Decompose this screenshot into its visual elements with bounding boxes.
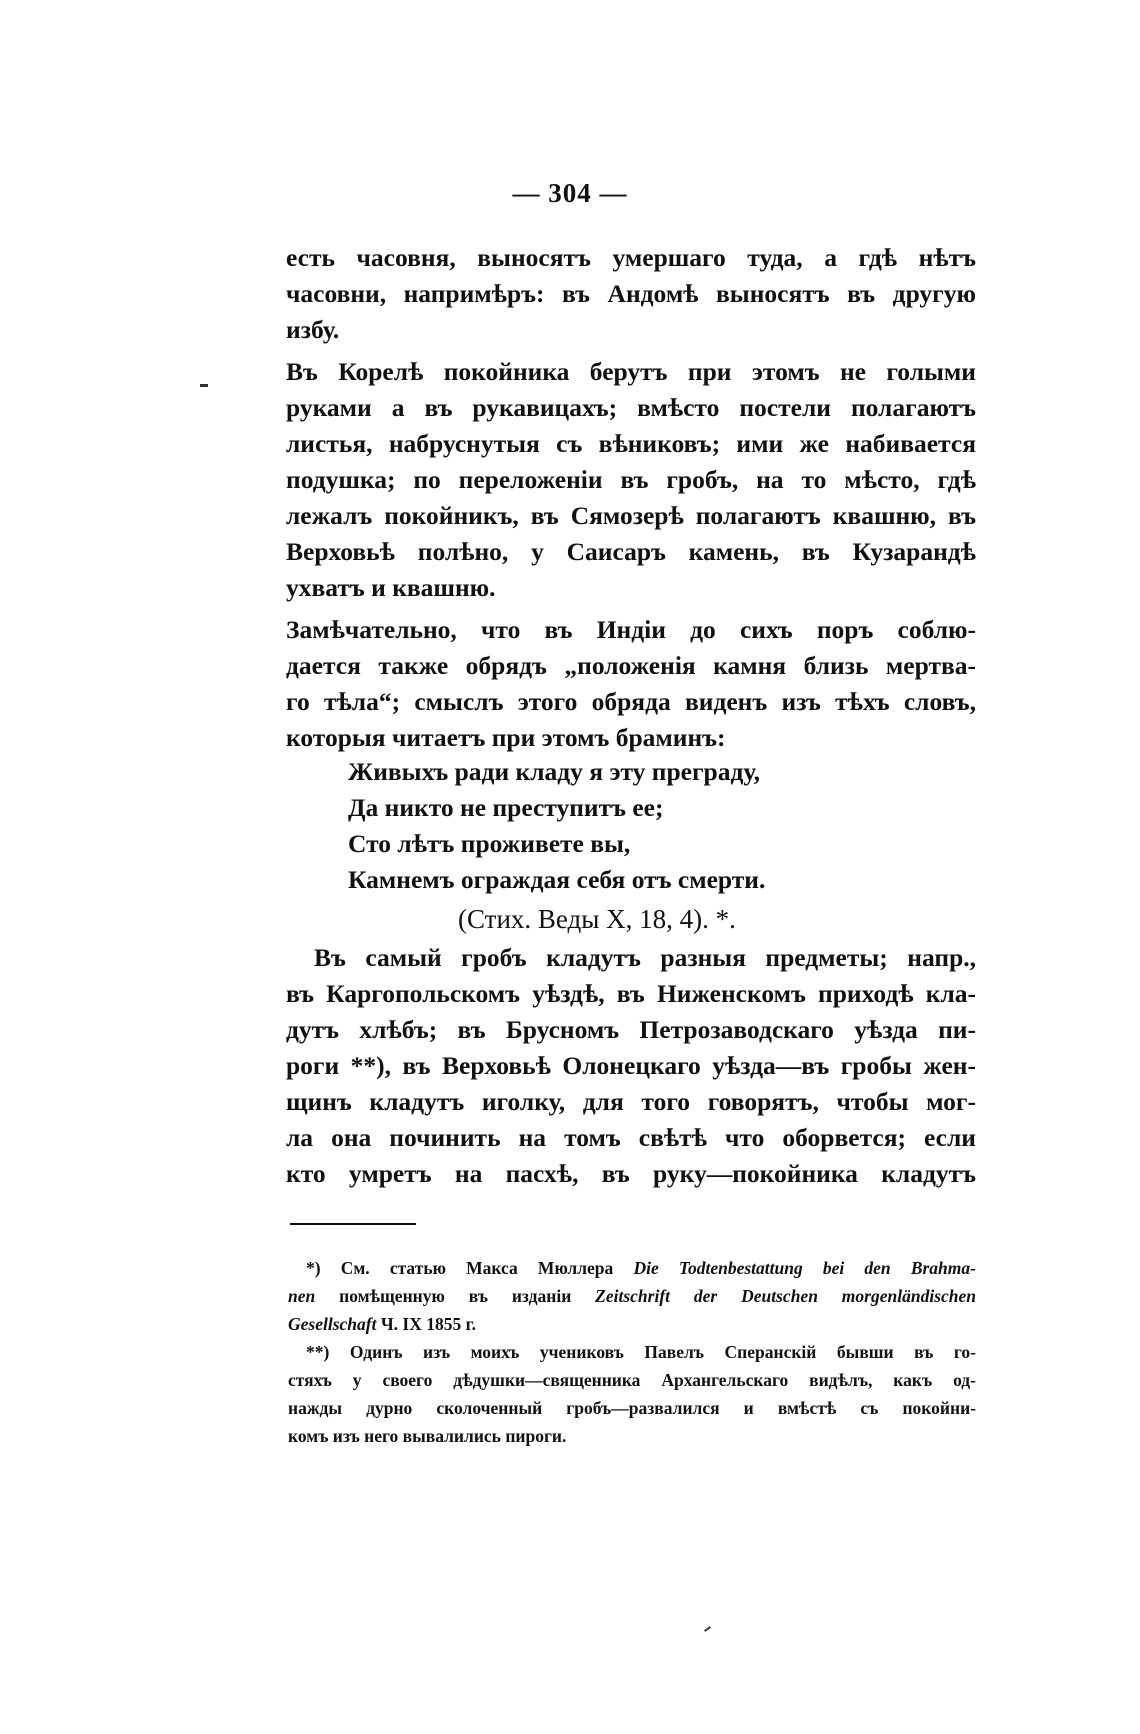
verse-reference: (Стих. Веды X, 18, 4). *. [458, 904, 736, 934]
footnote-text: Ч. IX 1855 г. [376, 1314, 476, 1334]
footnote-text: См. статью Макса Мюллера [340, 1258, 634, 1278]
text-line: подушка; по переложеніи въ гробъ, на то мѣсто, гдѣ [286, 465, 976, 494]
verse-line: Сто лѣтъ проживете вы, [348, 829, 631, 858]
text-line: Замѣчательно, что въ Индіи до сихъ поръ соблю- [286, 615, 976, 644]
footnotes [288, 1254, 976, 1450]
scan-speck [704, 1626, 711, 1632]
main-text-block-2 [286, 940, 976, 1192]
text-line: Верховьѣ полѣно, у Саисаръ камень, въ Кузарандѣ [286, 537, 976, 566]
text-line: въ Каргопольскомъ уѣздѣ, въ Ниженскомъ приходѣ кла- [286, 979, 976, 1008]
scan-speck [200, 384, 208, 387]
verse-line: Камнемъ ограждая себя отъ смерти. [348, 865, 766, 894]
text-line [286, 354, 976, 390]
text-line: Въ самый гробъ кладутъ разныя предметы; напр., [314, 943, 976, 972]
footnote-line [288, 1282, 976, 1310]
text-line: часовни, напримѣръ: въ Андомѣ выносятъ въ другую [286, 279, 976, 308]
text-line: дается также обрядъ „положенія камня близь мертва- [286, 651, 976, 680]
text-line: дутъ хлѣбъ; въ Брусномъ Петрозаводскаго уѣзда пи- [286, 1015, 976, 1044]
footnote-title: nen [288, 1286, 316, 1306]
footnote-line: стяхъ у своего дѣдушки—священника Архангельскаго видѣлъ, какъ од- [288, 1370, 976, 1390]
text-line: руками а въ рукавицахъ; вмѣсто постели полагаютъ [286, 393, 976, 422]
text-line: щинъ кладутъ иголку, для того говорятъ, чтобы мог- [286, 1087, 976, 1116]
footnote-text: помѣщенную въ изданіи [315, 1286, 596, 1306]
text-line: лежалъ покойникъ, въ Сямозерѣ полагаютъ квашню, въ [286, 501, 976, 530]
footnote-divider [290, 1223, 416, 1225]
text-line: листья, набруснутыя съ вѣниковъ; ими же набивается [286, 429, 976, 458]
text-line: избу. [286, 315, 340, 344]
footnote-title: Die Todtenbestattung bei den Brahma- [633, 1258, 976, 1278]
footnote-line [306, 1338, 976, 1366]
paragraph-indent-line: Въ Корелѣ покойника берутъ при этомъ не голыми [286, 357, 976, 386]
text-line: роги **), въ Верховьѣ Олонецкаго уѣзда—въ гробы жен- [286, 1051, 976, 1080]
footnote-journal: Gesellschaft [288, 1314, 377, 1334]
text-line: которыя читаетъ при этомъ браминъ: [286, 723, 726, 752]
text-line: го тѣла“; смыслъ этого обряда виденъ изъ тѣхъ словъ, [286, 687, 976, 716]
footnote-line: комъ изъ него вывалились пироги. [288, 1426, 567, 1446]
footnote-line [306, 1254, 976, 1282]
footnote-line [288, 1310, 976, 1338]
footnote-line: нажды дурно сколоченный гробъ—развалился и вмѣстѣ съ покойни- [288, 1398, 976, 1418]
verse-line: Да никто не преступитъ ее; [348, 793, 664, 822]
verse-line: Живыхъ ради кладу я эту преграду, [348, 757, 760, 786]
text-line: ла она починить на томъ свѣтѣ что оборвется; если [286, 1123, 976, 1152]
footnote-text: Одинъ изъ моихъ учениковъ Павелъ Сперанскій бывши въ го- [349, 1342, 976, 1362]
text-line: кто умретъ на пасхѣ, въ руку—покойника кладутъ [286, 1159, 976, 1188]
footnote-marker: *) [306, 1258, 321, 1278]
page-number: — 304 — [512, 178, 628, 208]
text-line: ухватъ и квашню. [286, 573, 496, 602]
text-line: есть часовня, выносятъ умершаго туда, а гдѣ нѣтъ [286, 243, 976, 272]
footnote-marker: **) [306, 1342, 330, 1362]
main-text-block [286, 240, 976, 756]
footnote-journal: Zeitschrift der Deutschen morgenländischen [595, 1286, 976, 1306]
